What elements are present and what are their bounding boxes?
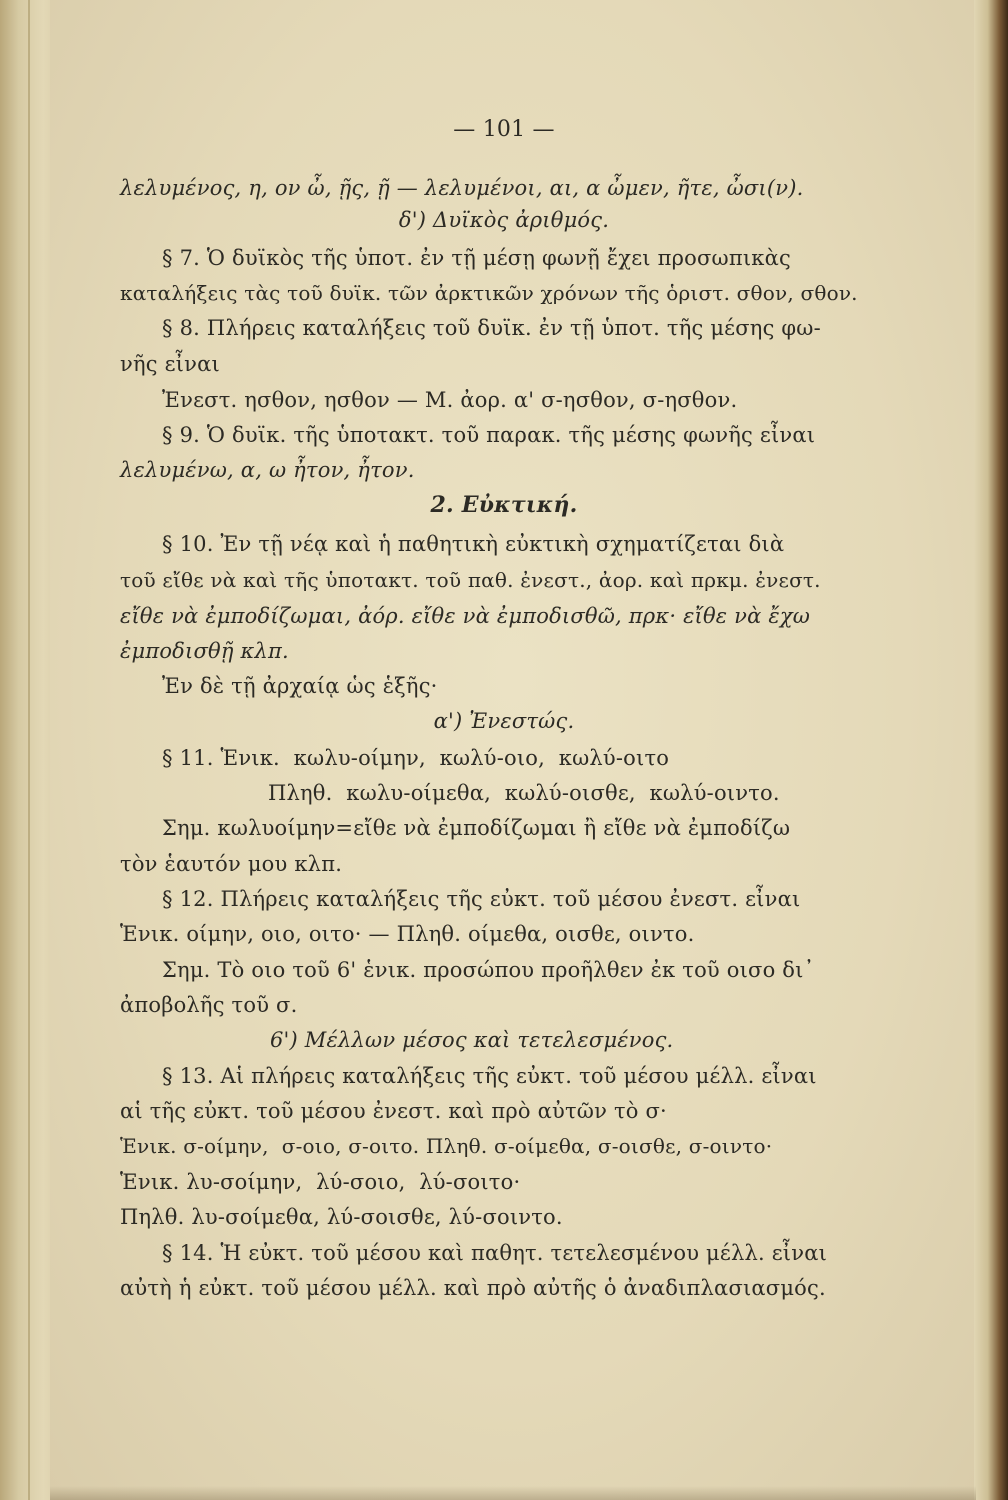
text-line: Ἑνικ. σ-οίμην, σ-οιο, σ-οιτο. Πληθ. σ-οίμεθα, σ-οισθε, σ-οιντο· — [120, 1134, 773, 1158]
text-line: νῆς εἶναι — [120, 352, 220, 376]
text-line: εἴθε νὰ ἐμποδίζωμαι, ἀόρ. εἴθε νὰ ἐμποδισθῶ, πρκ· εἴθε νὰ ἔχω — [120, 604, 811, 628]
text-line: ἀποβολῆς τοῦ σ. — [120, 993, 298, 1017]
text-line: Πληθ. κωλυ-οίμεθα, κωλύ-οισθε, κωλύ-οιντο. — [268, 781, 780, 805]
text-line: αὐτὴ ἡ εὐκτ. τοῦ μέσου μέλλ. καὶ πρὸ αὐτῆς ὁ ἀναδιπλασιασμός. — [120, 1276, 826, 1300]
text-line: § 8. Πλήρεις καταλήξεις τοῦ δυϊκ. ἐν τῇ ὑποτ. τῆς μέσης φω- — [162, 316, 821, 340]
text-line: § 9. Ὁ δυϊκ. τῆς ὑποτακτ. τοῦ παρακ. τῆς μέσης φωνῆς εἶναι — [162, 423, 816, 447]
section-heading: 2. Εὐκτική. — [430, 492, 578, 518]
text-line: § 13. Αἱ πλήρεις καταλήξεις τῆς εὐκτ. τοῦ μέσου μέλλ. εἶναι — [162, 1064, 817, 1088]
page-number: — 101 — — [453, 117, 555, 142]
text-line: § 14. Ἡ εὐκτ. τοῦ μέσου καὶ παθητ. τετελεσμένου μέλλ. εἶναι — [162, 1241, 828, 1265]
text-line: λελυμένω, α, ω ἦτον, ἦτον. — [120, 458, 415, 482]
section-heading: 6') Μέλλων μέσος καὶ τετελεσμένος. — [270, 1028, 674, 1052]
text-line: Ἐν δὲ τῇ ἀρχαίᾳ ὡς ἑξῆς· — [162, 674, 438, 698]
section-heading: α') Ἐνεστώς. — [433, 709, 575, 733]
text-line: Πηλθ. λυ-σοίμεθα, λύ-σοισθε, λύ-σοιντο. — [120, 1205, 563, 1229]
text-line: τοῦ εἴθε νὰ καὶ τῆς ὑποτακτ. τοῦ παθ. ἐνεστ., ἀορ. καὶ πρκμ. ἐνεστ. — [120, 568, 821, 592]
page-bottom-shadow — [50, 1486, 976, 1500]
text-line: § 11. Ἑνικ. κωλυ-οίμην, κωλύ-οιο, κωλύ-οιτο — [162, 746, 670, 770]
text-line: Ἑνικ. λυ-σοίμην, λύ-σοιο, λύ-σοιτο· — [120, 1170, 521, 1194]
section-heading: δ') Δυϊκὸς ἀριθμός. — [398, 208, 610, 232]
text-line: § 10. Ἐν τῇ νέᾳ καὶ ἡ παθητικὴ εὐκτικὴ σχηματίζεται διὰ — [162, 532, 785, 556]
text-line: Ἑνικ. οίμην, οιο, οιτο· — Πληθ. οίμεθα, οισθε, οιντο. — [120, 922, 695, 946]
text-line: ἐμποδισθῇ κλπ. — [120, 639, 289, 663]
text-line: Σημ. κωλυοίμην=εἴθε νὰ ἐμποδίζωμαι ἢ εἴθε νὰ ἐμποδίζω — [162, 816, 791, 840]
text-line: § 12. Πλήρεις καταλήξεις τῆς εὐκτ. τοῦ μέσου ἐνεστ. εἶναι — [162, 887, 801, 911]
text-line: λελυμένος, η, ον ὦ, ῇς, ῇ — λελυμένοι, αι, α ὦμεν, ῆτε, ὦσι(ν). — [120, 176, 804, 200]
text-line: καταλήξεις τὰς τοῦ δυϊκ. τῶν ἀρκτικῶν χρόνων τῆς ὁριστ. σθον, σθον. — [120, 281, 858, 305]
text-line: § 7. Ὁ δυϊκὸς τῆς ὑποτ. ἐν τῇ μέσῃ φωνῇ ἔχει προσωπικὰς — [162, 246, 791, 270]
text-line: Σημ. Τὸ οιο τοῦ 6' ἑνικ. προσώπου προῆλθεν ἐκ τοῦ οισο δι᾽ — [162, 958, 815, 982]
text-line: τὸν ἑαυτόν μου κλπ. — [120, 852, 343, 876]
text-line: Ἐνεστ. ησθον, ησθον — Μ. ἀορ. α' σ-ησθον, σ-ησθον. — [162, 388, 738, 412]
text-line: αἱ τῆς εὐκτ. τοῦ μέσου ἐνεστ. καὶ πρὸ αὐτῶν τὸ σ· — [120, 1099, 667, 1123]
